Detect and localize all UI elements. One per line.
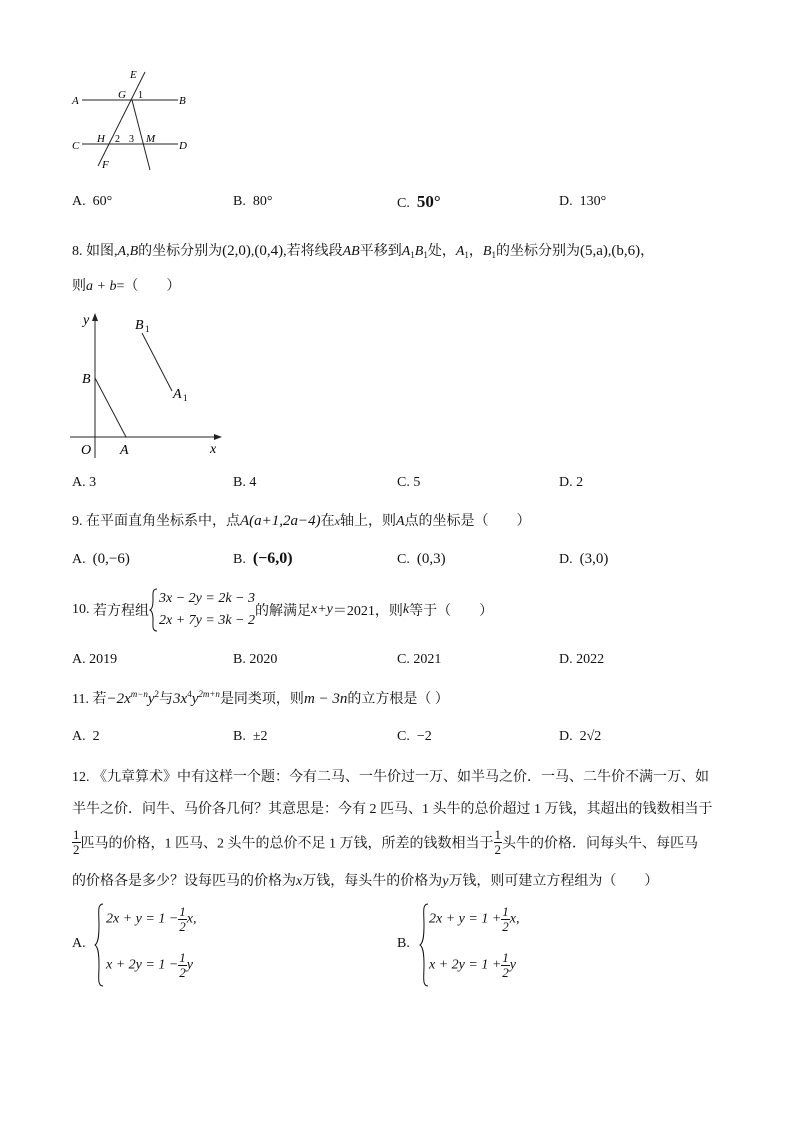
brace-icon — [419, 903, 429, 987]
q10-option-a[interactable]: A. 2019 — [72, 652, 118, 667]
label-e: E — [130, 69, 137, 81]
q10-equation-system: 3x − 2y = 2k − 3 2x + 7y = 3k − 2 — [149, 588, 255, 632]
half-fraction: $\frac{1}{2}$ — [73, 827, 80, 857]
q8-option-d[interactable]: D. 2 — [559, 475, 584, 490]
half-fraction: $\frac{1}{2}$ — [494, 827, 501, 857]
label-1: 1 — [138, 90, 143, 101]
q12-stem-line4: 的价格各是多少？设每匹马的价格为x万钱，每头牛的价格为y万钱，则可建立方程组为（ ） — [72, 874, 659, 889]
q8-stem-line2: 则a + b=（ ） — [72, 279, 181, 294]
label-a1: A — [173, 387, 182, 402]
q11-option-b[interactable]: B. ±2 — [233, 729, 268, 744]
q10-option-c[interactable]: C. 2021 — [397, 652, 442, 667]
q8-option-c[interactable]: C. 5 — [397, 475, 421, 490]
brace-icon — [149, 588, 158, 632]
segment-a1b1 — [142, 333, 172, 391]
q7-option-a[interactable]: A. 60° — [72, 194, 113, 209]
label-2: 2 — [115, 134, 120, 145]
line-ef — [98, 72, 145, 166]
brace-icon — [94, 903, 104, 987]
label-b1: B — [135, 318, 144, 333]
q8-option-b[interactable]: B. 4 — [233, 475, 257, 490]
half-fraction: $\frac{1}{2}$ — [502, 950, 509, 980]
label-o: O — [81, 443, 92, 458]
q10-stem: 10. 若方程组 3x − 2y = 2k − 3 2x + 7y = 3k − 2的解满足x+y＝2021，则k等于（ ） — [72, 588, 493, 632]
segment-ab — [95, 378, 126, 437]
label-a: A — [120, 443, 129, 458]
label-b1-sub: 1 — [145, 324, 150, 334]
q12-stem-line1: 12. 《九章算术》中有这样一个题：今有二马、一牛价过一万、如半马之价．一马、二牛价不满一万、如 — [72, 770, 709, 785]
q7-option-b[interactable]: B. 80° — [233, 194, 273, 209]
q8-option-a[interactable]: A. 3 — [72, 475, 97, 490]
label-y: y — [83, 313, 90, 328]
q8-stem-line1: 8. 如图,A,B的坐标分别为(2,0),(0,4),若将线段AB平移到$A_1B_1$处，$A_1$，$B_1$的坐标分别为(5,a),(b,6)， — [72, 243, 655, 260]
q9-option-b[interactable]: B. (−6,0) — [233, 550, 293, 567]
label-a1-sub: 1 — [183, 393, 188, 403]
q10-option-d[interactable]: D. 2022 — [559, 652, 605, 667]
label-f: F — [102, 159, 109, 171]
label-b: B — [179, 95, 186, 107]
label-a: A — [72, 95, 79, 107]
x-axis-arrow-icon — [214, 434, 222, 440]
q11-option-c[interactable]: C. −2 — [397, 729, 432, 744]
half-fraction: $\frac{1}{2}$ — [179, 904, 186, 934]
q7-option-c[interactable]: C. 50° — [397, 192, 441, 211]
q9-option-a[interactable]: A. (0,−6) — [72, 551, 130, 567]
half-fraction: $\frac{1}{2}$ — [179, 950, 186, 980]
q9-option-d[interactable]: D. (3,0) — [559, 551, 609, 567]
q10-option-b[interactable]: B. 2020 — [233, 652, 278, 667]
q12-stem-line3: $\frac{1}{2}$ 匹马的价格，1 匹马、2 头牛的总价不足 1 万钱，所差的钱数相当于 $\frac{1}{2}$ 头牛的价格．问每头牛、每匹马 — [73, 827, 698, 857]
label-c: C — [72, 140, 80, 152]
q11-stem: 11. 若$-2x^{m-n}y^2$与$3x^4y^{2m+n}$是同类项，则m − 3n的立方根是（ ） — [72, 689, 449, 707]
label-b: B — [82, 372, 91, 387]
q11-option-d[interactable]: D. 2√2 — [559, 729, 602, 744]
parallel-lines-figure — [68, 62, 208, 177]
q9-stem: 9. 在平面直角坐标系中，点A(a+1,2a−4)在x轴上，则A点的坐标是（ ） — [72, 513, 531, 529]
half-fraction: $\frac{1}{2}$ — [502, 904, 509, 934]
label-h: H — [97, 133, 105, 145]
q11-option-a[interactable]: A. 2 — [72, 729, 100, 744]
q9-option-c[interactable]: C. (0,3) — [397, 551, 446, 567]
label-d: D — [179, 140, 187, 152]
q7-option-d[interactable]: D. 130° — [559, 194, 607, 209]
coordinate-figure — [70, 308, 230, 460]
label-x: x — [210, 442, 217, 457]
label-3: 3 — [129, 134, 134, 145]
label-g: G — [118, 89, 126, 101]
y-axis-arrow-icon — [92, 313, 98, 321]
q12-stem-line2: 半牛之价．问牛、马价各几何？其意思是：今有 2 匹马、1 头牛的总价超过 1 万钱，其超出的钱数相当于 — [72, 802, 713, 817]
label-m: M — [146, 133, 156, 145]
